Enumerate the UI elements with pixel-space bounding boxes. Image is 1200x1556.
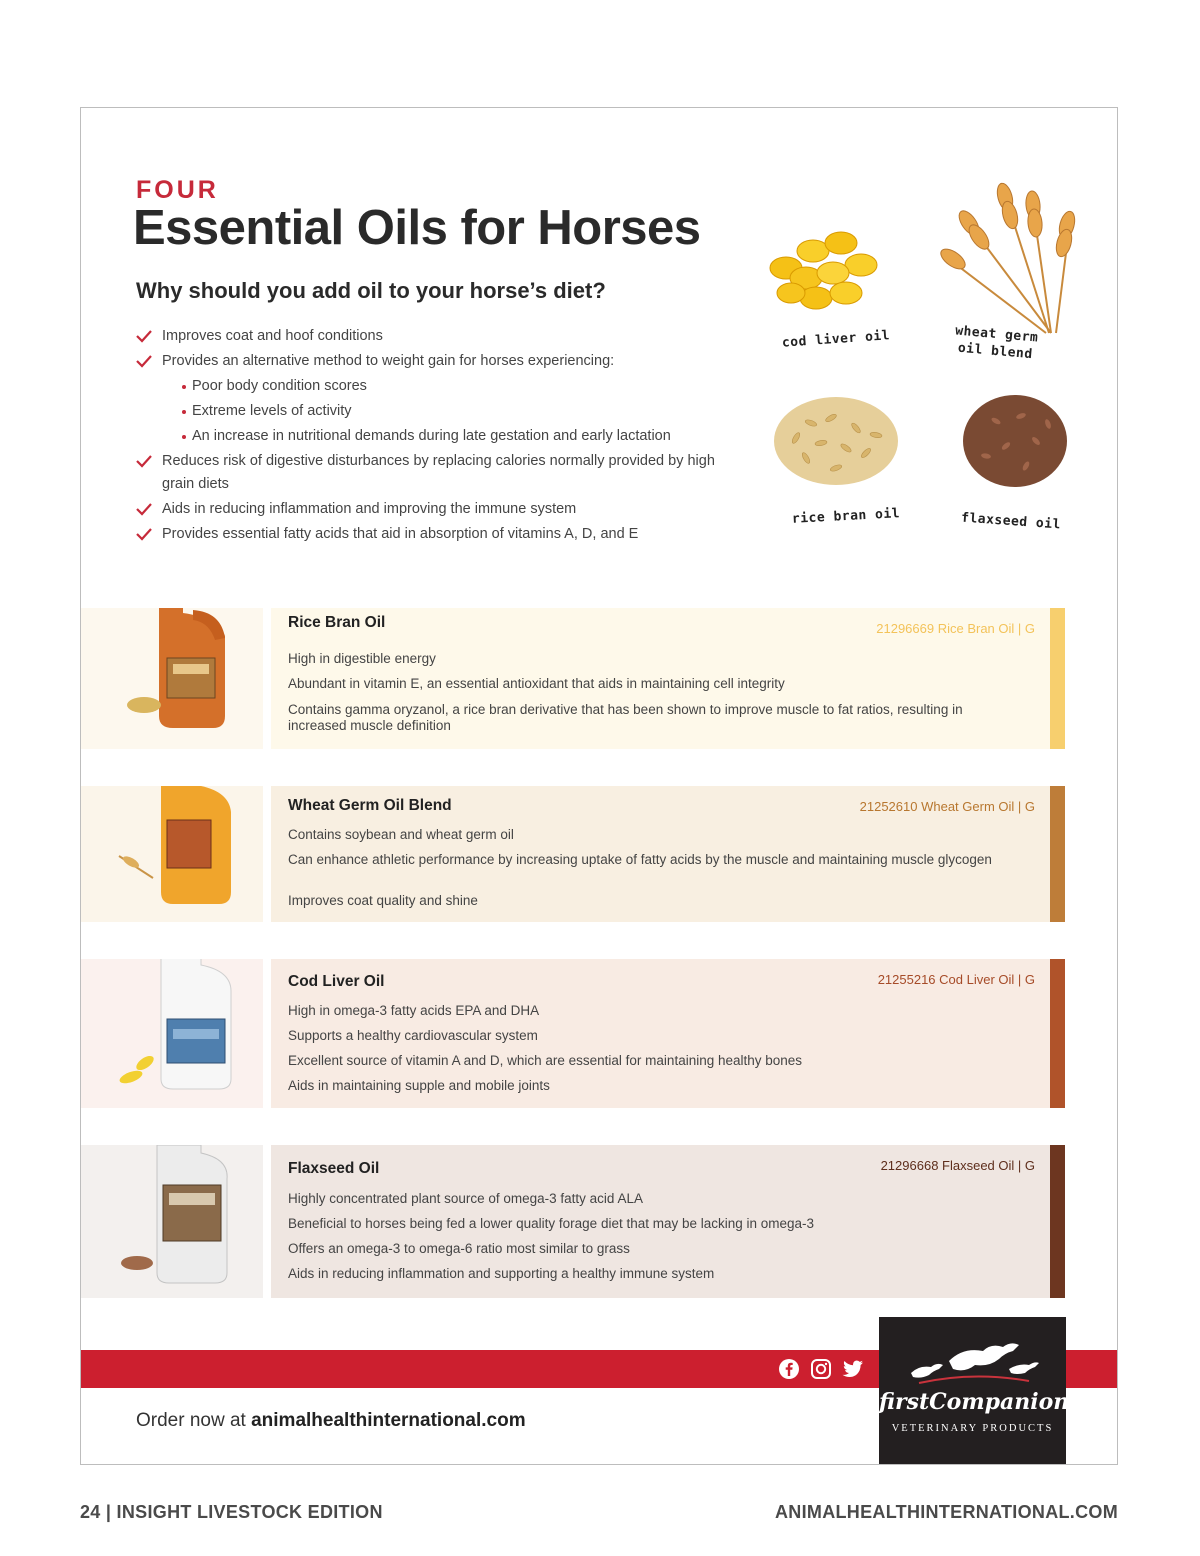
page-title: Essential Oils for Horses — [133, 201, 701, 255]
product-name: Cod Liver Oil — [288, 973, 385, 990]
benefit-item — [136, 498, 736, 521]
benefit-text: Provides essential fatty acids that aid in absorption of vitamins A, D, and E — [162, 526, 639, 542]
kicker: FOUR — [136, 176, 219, 204]
benefit-text: Reduces risk of digestive disturbances by replacing calories normally provided by high grain diets — [162, 453, 715, 492]
product-feature: Contains soybean and wheat germ oil — [288, 827, 514, 842]
benefit-text: Extreme levels of activity — [192, 403, 352, 419]
product-feature: Supports a healthy cardiovascular system — [288, 1028, 538, 1043]
brand-subtitle: VETERINARY PRODUCTS — [891, 1423, 1054, 1434]
check-icon — [136, 329, 152, 343]
product-feature: Can enhance athletic performance by increasing uptake of fatty acids by the muscle and maintaining muscle glycogen — [288, 852, 992, 867]
product-feature: Aids in maintaining supple and mobile joints — [288, 1078, 550, 1093]
order-prefix: Order now at — [136, 1410, 252, 1431]
check-icon — [136, 354, 152, 368]
product-feature: Offers an omega-3 to omega-6 ratio most similar to grass — [288, 1241, 630, 1256]
brand-name: firstCompanion — [879, 1389, 1070, 1415]
benefit-subitem — [136, 425, 736, 448]
cod-liver-oil-label — [781, 327, 892, 352]
benefit-subitem — [136, 375, 736, 398]
flaxseed-label — [951, 509, 1072, 534]
subtitle: Why should you add oil to your horse’s diet? — [136, 278, 606, 303]
product-feature: Highly concentrated plant source of omega-3 fatty acid ALA — [288, 1191, 643, 1206]
product-name: Flaxseed Oil — [288, 1160, 380, 1177]
product-feature: Excellent source of vitamin A and D, which are essential for maintaining healthy bones — [288, 1053, 803, 1068]
benefit-item — [136, 523, 736, 546]
label-text: oil blend — [957, 340, 1034, 363]
page-frame — [80, 107, 1118, 1465]
product-feature: High in digestible energy — [288, 651, 436, 666]
bullet-icon — [182, 410, 186, 414]
benefit-text: Poor body condition scores — [192, 378, 367, 394]
order-link[interactable]: animalhealthinternational.com — [251, 1410, 526, 1431]
benefit-item — [136, 450, 736, 496]
flaxseed-image — [956, 386, 1074, 496]
wheat-image — [931, 173, 1091, 343]
product-sku: 21296668 Flaxseed Oil | G — [880, 1158, 1035, 1173]
benefits-list — [136, 325, 736, 548]
product-name: Rice Bran Oil — [288, 614, 386, 631]
product-rice-bran-oil — [81, 608, 1118, 749]
benefit-subitem — [136, 400, 736, 423]
product-feature: Improves coat quality and shine — [288, 893, 478, 908]
product-name: Wheat Germ Oil Blend — [288, 797, 452, 814]
check-icon — [136, 527, 152, 541]
wheat-germ-oil-jug-image — [81, 786, 263, 922]
product-accent-bar — [1050, 786, 1065, 922]
product-flaxseed-oil — [81, 1145, 1118, 1298]
label-text: cod liver oil — [781, 328, 891, 351]
footer-website: ANIMALHEALTHINTERNATIONAL.COM — [775, 1502, 1118, 1522]
product-card — [271, 786, 1065, 922]
bullet-icon — [182, 435, 186, 439]
product-wheat-germ-oil-blend — [81, 786, 1118, 922]
check-icon — [136, 502, 152, 516]
product-accent-bar — [1050, 1145, 1065, 1298]
product-sku: 21255216 Cod Liver Oil | G — [877, 972, 1035, 987]
product-card — [271, 959, 1065, 1108]
product-feature: Contains gamma oryzanol, a rice bran derivative that has been shown to improve muscle to fat ratios, resulting in increased muscle definition — [288, 702, 963, 733]
flaxseed-oil-jug-image — [81, 1145, 263, 1298]
product-sku: 21296669 Rice Bran Oil | G — [876, 621, 1035, 636]
benefit-item — [136, 350, 736, 373]
product-feature: High in omega-3 fatty acids EPA and DHA — [288, 1003, 540, 1018]
twitter-icon[interactable] — [841, 1358, 865, 1380]
benefit-item — [136, 325, 736, 348]
benefit-text: An increase in nutritional demands during late gestation and early lactation — [192, 428, 671, 444]
cod-liver-oil-jug-image — [81, 959, 263, 1108]
instagram-icon[interactable] — [810, 1358, 832, 1380]
label-text: flaxseed oil — [960, 510, 1062, 533]
product-accent-bar — [1050, 608, 1065, 749]
product-feature: Beneficial to horses being fed a lower quality forage diet that may be lacking in omega-3 — [288, 1216, 815, 1231]
rice-bran-oil-jug-image — [81, 608, 263, 749]
product-card — [271, 1145, 1065, 1298]
label-text: rice bran oil — [791, 506, 901, 527]
product-cod-liver-oil — [81, 959, 1118, 1108]
benefit-text: Aids in reducing inflammation and improving the immune system — [162, 501, 577, 517]
product-feature: Abundant in vitamin E, an essential antioxidant that aids in maintaining cell integrity — [288, 676, 785, 691]
order-now-text — [136, 1410, 526, 1432]
product-feature: Aids in reducing inflammation and supporting a healthy immune system — [288, 1266, 715, 1281]
product-accent-bar — [1050, 959, 1065, 1108]
brand-logo-box — [879, 1317, 1070, 1465]
bullet-icon — [182, 385, 186, 389]
facebook-icon[interactable] — [778, 1358, 800, 1380]
running-animals-icon — [879, 1317, 1066, 1387]
benefit-text: Provides an alternative method to weight gain for horses experiencing: — [162, 353, 615, 369]
benefit-text: Improves coat and hoof conditions — [162, 328, 383, 344]
product-sku: 21252610 Wheat Germ Oil | G — [859, 799, 1035, 814]
rice-bran-label — [786, 505, 907, 528]
label-text: wheat germ — [954, 323, 1039, 346]
product-card — [271, 608, 1065, 749]
check-icon — [136, 454, 152, 468]
rice-grains-image — [761, 383, 911, 498]
footer-page-edition: 24 | INSIGHT LIVESTOCK EDITION — [80, 1502, 383, 1522]
cod-liver-oil-capsules-image — [761, 213, 891, 323]
